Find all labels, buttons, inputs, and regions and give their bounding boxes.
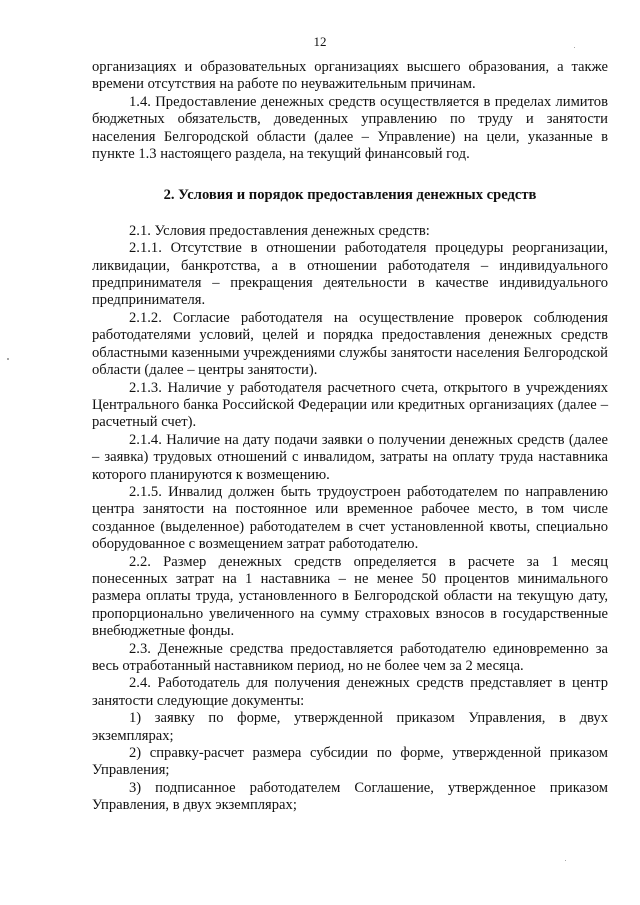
- section-title: 2. Условия и порядок предоставления денежных средств: [163, 187, 537, 204]
- paragraph: организациях и образовательных организациях высшего образования, а также времени отсутствия на работе по неуважительным причинам.: [92, 59, 608, 93]
- paragraph: 2.1.3. Наличие у работодателя расчетного счета, открытого в учреждениях Центрального банка Российской Федерации или кредитных организациях (далее – расчетный счет).: [92, 379, 608, 431]
- scan-speck: [565, 860, 566, 861]
- section-spacer: [92, 163, 608, 187]
- document-body: [92, 59, 608, 815]
- paragraph: 2.1.4. Наличие на дату подачи заявки о получении денежных средств (далее – заявка) трудовых отношений с инвалидом, затраты на оплату труда наставника которого планируются к возмещению.: [92, 431, 608, 483]
- scan-speck: [7, 358, 9, 360]
- paragraph: 2.4. Работодатель для получения денежных средств представляет в центр занятости следующие документы:: [92, 675, 608, 709]
- paragraph: 1.4. Предоставление денежных средств осуществляется в пределах лимитов бюджетных обязательств, доведенных управлению по труду и занятости населения Белгородской области (далее – Управление) на цели, указанные в пункте 1.3 настоящего раздела, на текущий финансовый год.: [92, 93, 608, 163]
- paragraph: 2.1.1. Отсутствие в отношении работодателя процедуры реорганизации, ликвидации, банкротства, а в отношении работодателя – индивидуального предпринимателя – прекращения деятельности в качестве индивидуального предпринимателя.: [92, 240, 608, 309]
- paragraph: 2.3. Денежные средства предоставляется работодателю единовременно за весь отработанный наставником период, но не более чем за 2 месяца.: [92, 640, 608, 674]
- paragraph: 2.1.5. Инвалид должен быть трудоустроен работодателем по направлению центра занятости на постоянное или временное рабочее место, в том числе созданное (выделенное) работодателем в счет установленной квоты, специально оборудованное с возмещением затрат работодателю.: [92, 483, 608, 553]
- section-spacer: [92, 205, 608, 223]
- list-item: 1) заявку по форме, утвержденной приказом Управления, в двух экземплярах;: [92, 710, 608, 744]
- list-item: 2) справку-расчет размера субсидии по форме, утвержденной приказом Управления;: [92, 745, 608, 779]
- scan-speck: [574, 47, 575, 48]
- paragraph: 2.2. Размер денежных средств определяется в расчете за 1 месяц понесенных затрат на 1 наставника – не менее 50 процентов минимального размера оплаты труда, установленного в Белгородской области на текущую дату, пропорционально увеличенного на сумму страховых взносов в государственные внебюджетные фонды.: [92, 553, 608, 640]
- page-number: 12: [313, 34, 327, 49]
- paragraph: 2.1.2. Согласие работодателя на осуществление проверок соблюдения работодателями условий, целей и порядка предоставления денежных средств областными казенными учреждениями службы занятости населения Белгородской области (далее – центры занятости).: [92, 309, 608, 379]
- paragraph: 2.1. Условия предоставления денежных средств:: [129, 222, 430, 239]
- list-item: 3) подписанное работодателем Соглашение, утвержденное приказом Управления, в двух экземплярах;: [92, 779, 608, 814]
